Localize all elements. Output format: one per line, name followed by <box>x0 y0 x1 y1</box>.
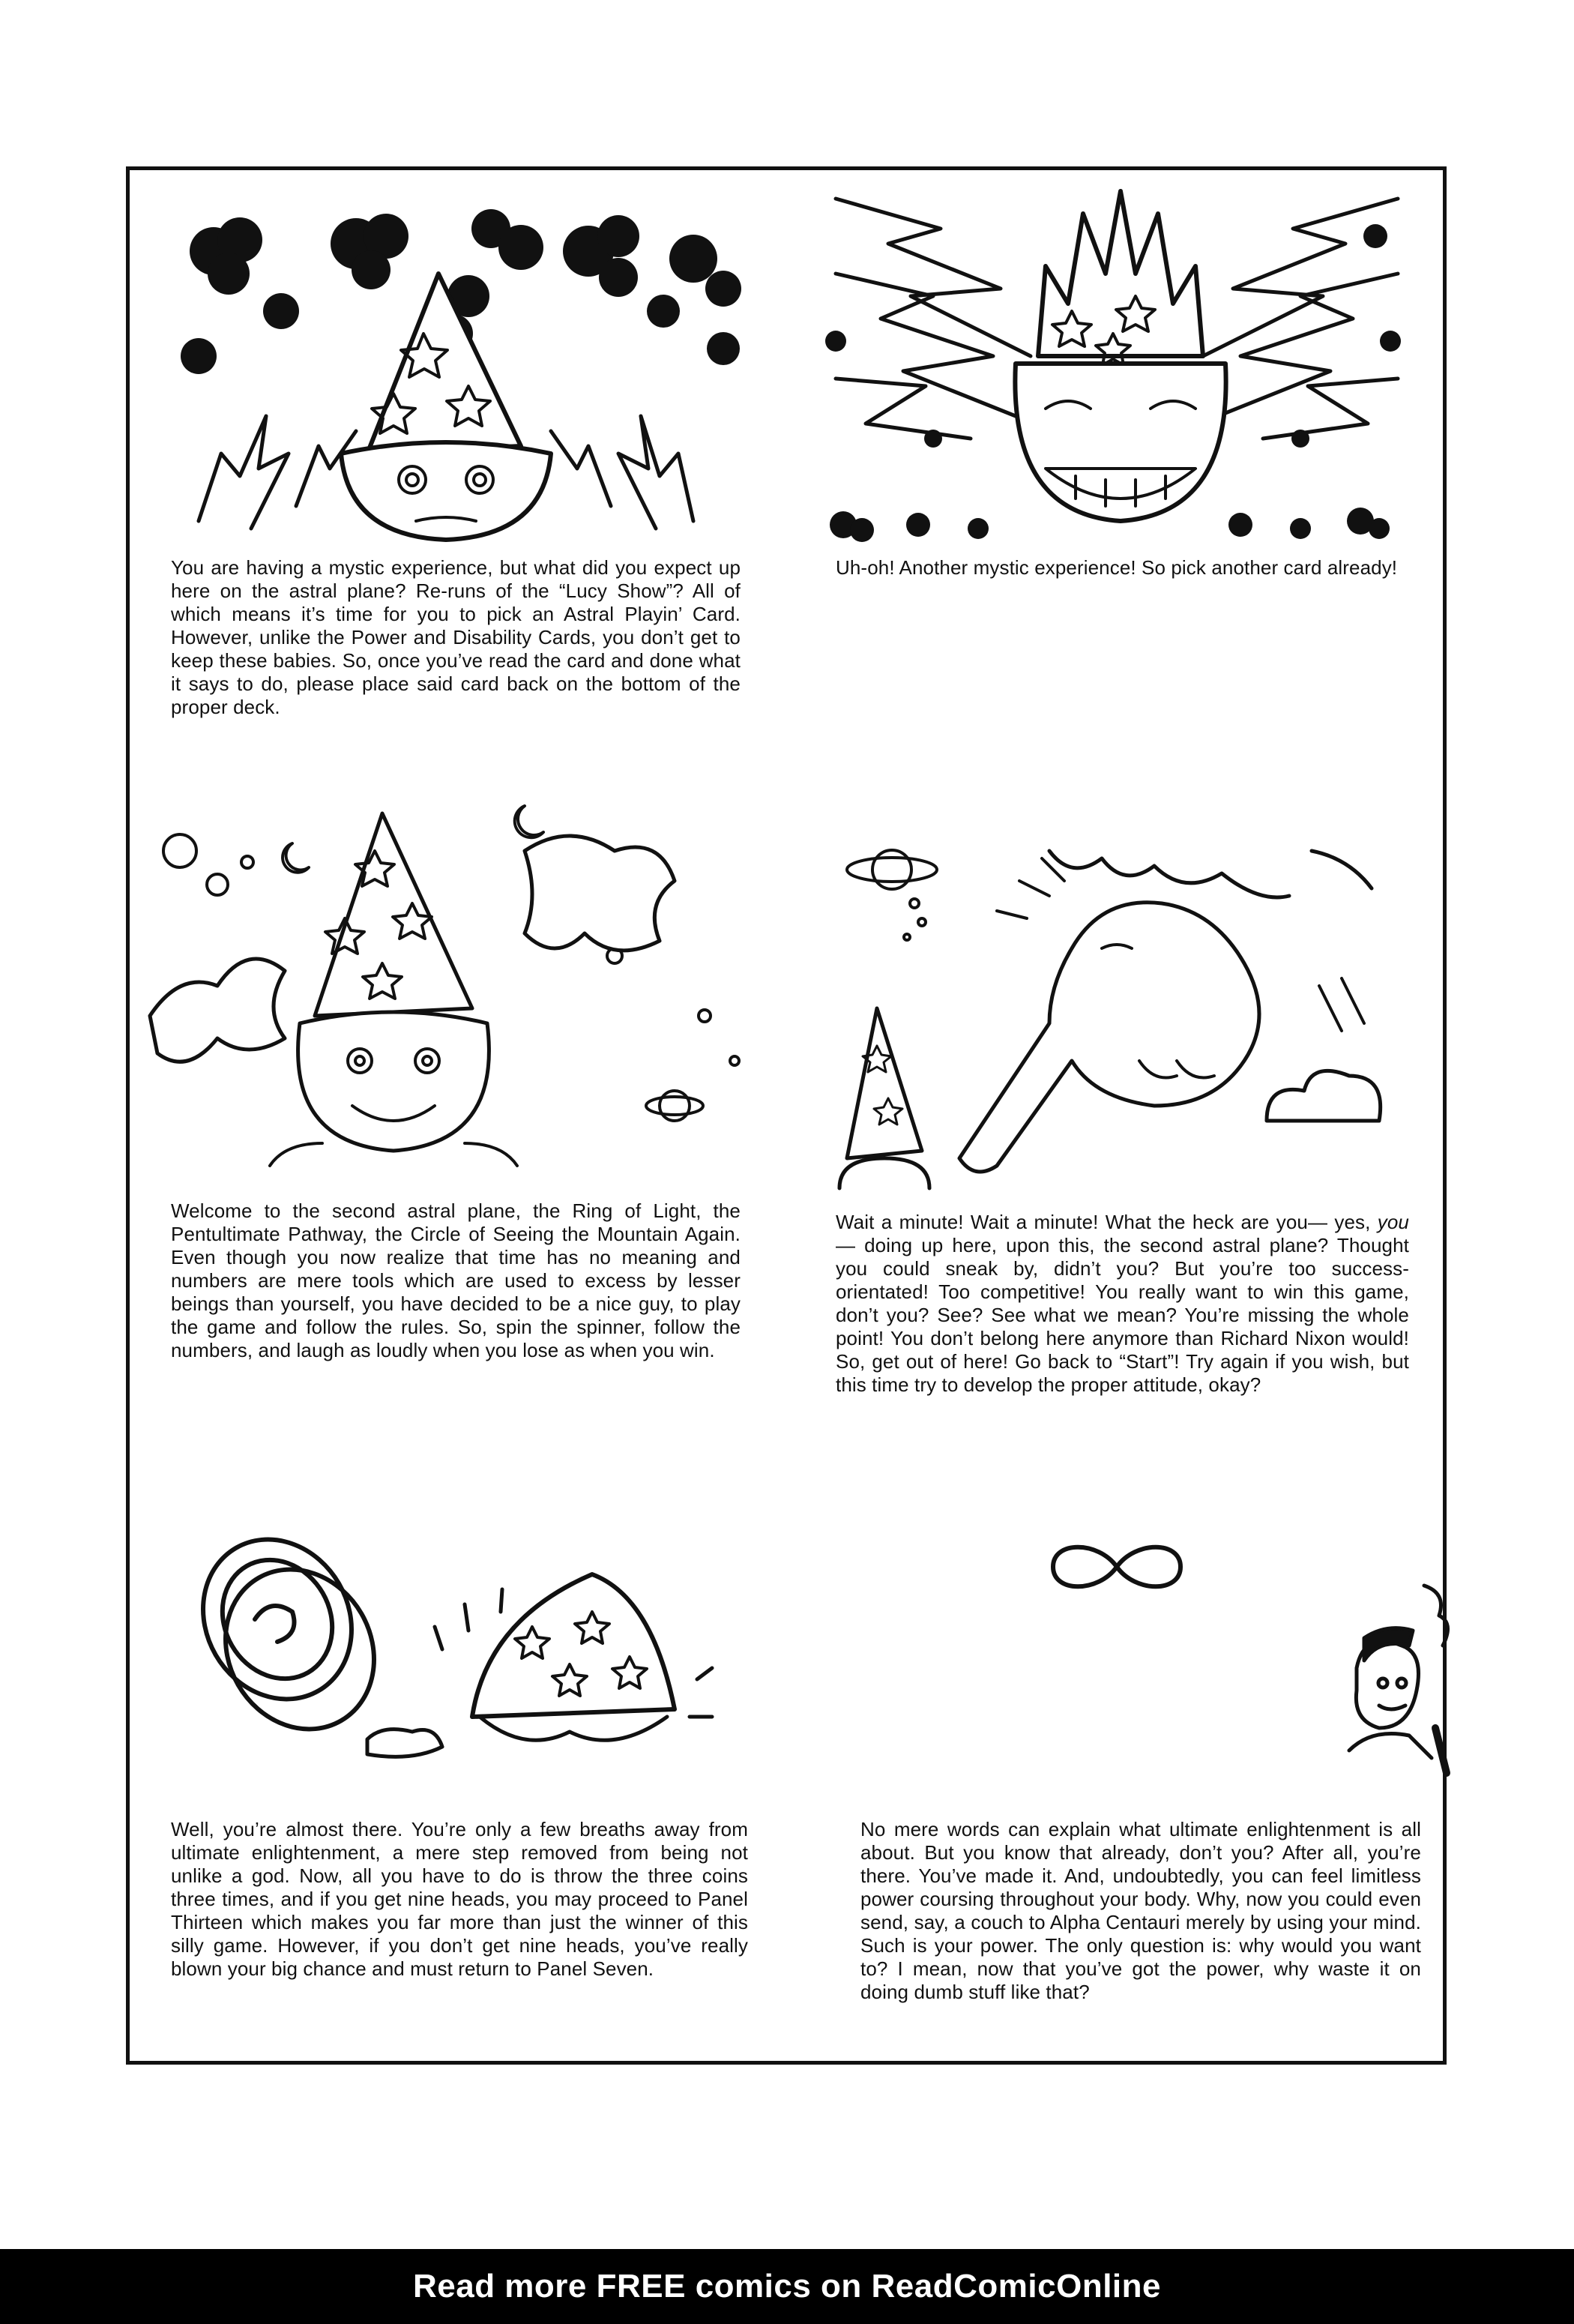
panel-4-caption-part2: — doing up here, upon this, the second astral plane? Thought you could sneak by, didn’t you? But you’re too success-orientated! Too competitive! You really want to win this game, don’t you? See? See what we mean? You’re missing the whole point! You don’t belong here anymore than Richard Nixon would! So, get out of here! Go back to “Start”! Try again if you wish, but this time try to develop the proper attitude, okay? <box>836 1234 1409 1396</box>
panel-5-caption: Well, you’re almost there. You’re only a few breaths away from ultimate enlightenment, a mere step removed from being not unlike a god. Now, all you have to do is throw the three coins three times, and if you get nine heads, you may proceed to Panel Thirteen which makes you far more than just the winner of this silly game. However, if you don’t get nine heads, you’ve really blown your big chance and must return to Panel Seven. <box>171 1818 748 1980</box>
wizard-crown-hat <box>1038 191 1203 356</box>
panel-1-illustration <box>169 206 761 547</box>
panel-4-illustration <box>824 836 1409 1188</box>
ringed-planet <box>847 850 937 940</box>
panel-3-illustration <box>135 791 757 1181</box>
footer-text[interactable]: Read more FREE comics on ReadComicOnline <box>412 2268 1161 2305</box>
panel-5-illustration <box>187 1529 735 1792</box>
promo-footer-banner[interactable] <box>0 2249 1574 2324</box>
infinity-symbol <box>1046 1537 1188 1597</box>
panel-2-caption: Uh-oh! Another mystic experience! So pick another card already! <box>836 556 1398 579</box>
small-wizard-hat <box>847 1008 922 1158</box>
panel-4-caption <box>836 1211 1409 1397</box>
panel-2-illustration <box>821 184 1413 544</box>
panel-3-caption: Welcome to the second astral plane, the Ring of Light, the Pentultimate Pathway, the Circle of Seeing the Mountain Again. Even though you now realize that time has no meaning and numbers are mere tools which are used to excess by lesser beings than yourself, you have decided to be a nice guy, to play the game and follow the rules. So, spin the spinner, follow the numbers, and laugh as loudly when you lose as when you win. <box>171 1199 741 1361</box>
panel-4-caption-part1: Wait a minute! Wait a minute! What the heck are you— yes, <box>836 1211 1378 1233</box>
wizard-face <box>298 1012 489 1151</box>
peeking-character <box>1342 1578 1454 1773</box>
panel-6-caption: No mere words can explain what ultimate enlightenment is all about. But you know that already, don’t you? After all, you’re there. You’ve made it. And, undoubtedly, you can feel limitless power coursing throughout your body. Why, now you could even send, say, a couch to Alpha Centauri merely by using your mind. Such is your power. The only question is: why would you want to? I mean, now that you’ve got the power, why waste it on doing dumb stuff like that? <box>860 1818 1421 2003</box>
coin-stack <box>175 1512 403 1756</box>
panel-1-caption: You are having a mystic experience, but what did you expect up here on the astral plane? Re-runs of the “Lucy Show”? All of which means it’s time for you to pick an Astral Playin’ Card. However, unlike the Power and Disability Cards, you don’t get to keep these babies. So, once you’ve read the card and done what it says to do, please place said card back on the bottom of the proper deck. <box>171 556 741 718</box>
panel-4-caption-emphasis: you <box>1377 1211 1409 1233</box>
wizard-face <box>341 442 551 540</box>
pointing-hand <box>959 903 1259 1172</box>
